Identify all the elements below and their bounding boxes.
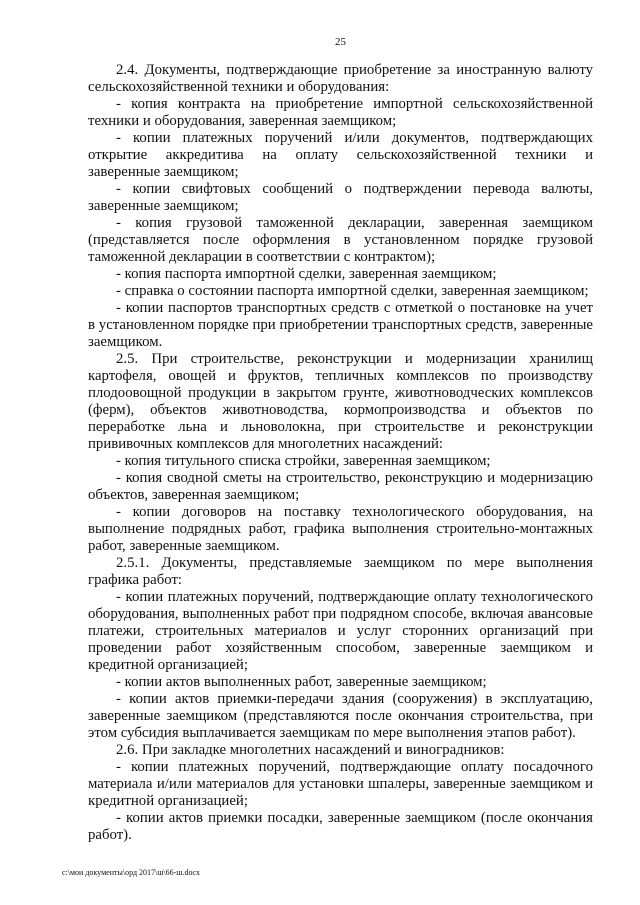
paragraph-2-6 bbox=[88, 742, 593, 759]
text-line: заверенные заемщиком; bbox=[88, 164, 239, 180]
text-line: работ, заверенные заемщиком. bbox=[88, 538, 280, 554]
text-line: - копии платежных поручений и/или документов, подтверждающих bbox=[116, 130, 593, 146]
text-line: - копии паспортов транспортных средств с отметкой о постановке на учет bbox=[116, 300, 593, 316]
text-line: - копия титульного списка стройки, заверенная заемщиком; bbox=[116, 453, 491, 469]
text-line: заверенные заемщиком; bbox=[88, 198, 239, 214]
list-item bbox=[88, 470, 593, 504]
text-line: переработке льна и льноволокна, при строительстве и реконструкции bbox=[88, 419, 593, 435]
page-number: 25 bbox=[335, 36, 346, 48]
paragraph-2-5 bbox=[88, 351, 593, 453]
text-line: в установленном порядке при приобретении транспортных средств, заверенные bbox=[88, 317, 593, 333]
text-line: оборудования, выполненных работ при подрядном способе, включая авансовые bbox=[88, 606, 593, 622]
list-item bbox=[88, 589, 593, 674]
text-line: материала и/или материалов для установки шпалеры, заверенные заемщиком и bbox=[88, 776, 593, 792]
text-line: картофеля, овощей и фруктов, тепличных комплексов по производству bbox=[88, 368, 593, 384]
text-line: открытие аккредитива на оплату сельскохозяйственной техники и bbox=[88, 147, 593, 163]
text-line: - копии свифтовых сообщений о подтверждении перевода валюты, bbox=[116, 181, 593, 197]
list-item bbox=[88, 759, 593, 810]
list-item bbox=[88, 674, 593, 691]
text-line: - копия контракта на приобретение импортной сельскохозяйственной bbox=[116, 96, 593, 112]
text-line: работ). bbox=[88, 827, 132, 843]
text-line: кредитной организацией; bbox=[88, 793, 248, 809]
text-line: выполнение подрядных работ, графика выполнения строительно-монтажных bbox=[88, 521, 593, 537]
text-line: - справка о состоянии паспорта импортной сделки, заверенная заемщиком; bbox=[116, 283, 589, 299]
text-line: таможенной декларации в соответствии с контрактом); bbox=[88, 249, 436, 265]
text-line: 2.6. При закладке многолетних насаждений и виноградников: bbox=[116, 742, 505, 758]
list-item bbox=[88, 181, 593, 215]
text-line: заемщиком. bbox=[88, 334, 163, 350]
text-line: заверенные заемщиком (представляются после окончания строительства, при bbox=[88, 708, 593, 724]
text-line: 2.5.1. Документы, представляемые заемщиком по мере выполнения bbox=[116, 555, 593, 571]
text-line: - копии договоров на поставку технологического оборудования, на bbox=[116, 504, 593, 520]
text-line: - копии актов выполненных работ, заверенные заемщиком; bbox=[116, 674, 487, 690]
footer-file-path: c:\мои документы\орд 2017\ш\66-ш.docx bbox=[62, 868, 201, 877]
list-item bbox=[88, 300, 593, 351]
list-item bbox=[88, 504, 593, 555]
text-line: - копия паспорта импортной сделки, заверенная заемщиком; bbox=[116, 266, 497, 282]
text-line: техники и оборудования, заверенная заемщиком; bbox=[88, 113, 397, 129]
paragraph-2-4 bbox=[88, 62, 593, 96]
text-line: проведении работ хозяйственным способом, заверенные заемщиком и bbox=[88, 640, 593, 656]
list-item bbox=[88, 266, 593, 283]
text-line: - копии актов приемки посадки, заверенные заемщиком (после окончания bbox=[116, 810, 593, 826]
text-line: объектов, заверенная заемщиком; bbox=[88, 487, 300, 503]
text-line: 2.4. Документы, подтверждающие приобретение за иностранную валюту bbox=[116, 62, 593, 78]
text-line: плодоовощной продукции в закрытом грунте, животноводческих комплексов bbox=[88, 385, 593, 401]
paragraph-2-5-1 bbox=[88, 555, 593, 589]
list-item bbox=[88, 691, 593, 742]
list-item bbox=[88, 453, 593, 470]
text-line: - копии платежных поручений, подтверждающие оплату посадочного bbox=[116, 759, 593, 775]
list-item bbox=[88, 215, 593, 266]
text-line: - копия грузовой таможенной декларации, заверенная заемщиком bbox=[116, 215, 593, 231]
list-item bbox=[88, 283, 593, 300]
list-item bbox=[88, 96, 593, 130]
text-line: - копии актов приемки-передачи здания (сооружения) в эксплуатацию, bbox=[116, 691, 593, 707]
text-line: (представляется после оформления в установленном порядке грузовой bbox=[88, 232, 593, 248]
text-line: платежи, строительных материалов и услуг сторонних организаций при bbox=[88, 623, 593, 639]
text-line: (ферм), объектов животноводства, кормопроизводства и объектов по bbox=[88, 402, 593, 418]
list-item bbox=[88, 130, 593, 181]
text-line: графика работ: bbox=[88, 572, 183, 588]
text-line: кредитной организацией; bbox=[88, 657, 248, 673]
text-line: этом субсидия выплачивается заемщикам по мере выполнения этапов работ). bbox=[88, 725, 576, 741]
text-line: 2.5. При строительстве, реконструкции и модернизации хранилищ bbox=[116, 351, 593, 367]
text-line: прививочных комплексов для многолетних насаждений: bbox=[88, 436, 444, 452]
text-line: - копия сводной сметы на строительство, реконструкцию и модернизацию bbox=[116, 470, 593, 486]
text-line: сельскохозяйственной техники и оборудования: bbox=[88, 79, 390, 95]
text-line: - копии платежных поручений, подтверждающие оплату технологического bbox=[116, 589, 593, 605]
document-body bbox=[88, 62, 593, 844]
list-item bbox=[88, 810, 593, 844]
